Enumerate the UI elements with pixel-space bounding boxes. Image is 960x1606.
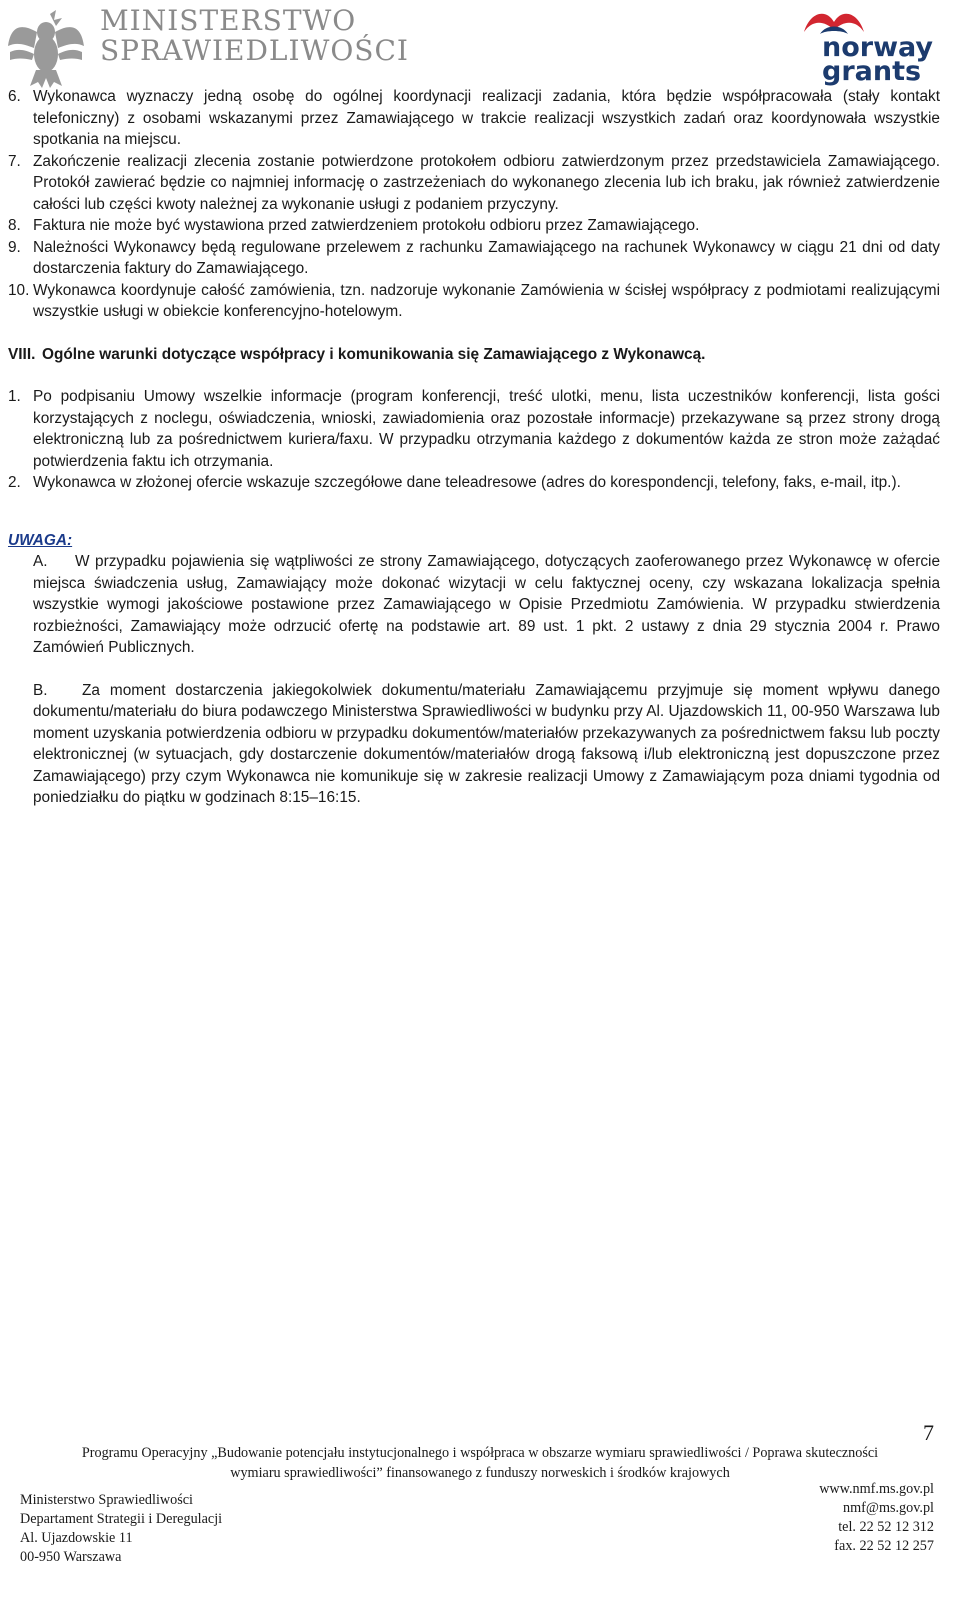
item-text: Zakończenie realizacji zlecenia zostanie potwierdzone protokołem odbioru zatwierdzonym przez przedstawiciela Zamawiającego. Protokół zawierać będzie co najmniej informację o zastrzeżeniach do wykonanego zlecenia lub ich braku, jak również zatwierdzenie całości lub części kwoty należnej za wykonanie usługi z podaniem przyczyny. — [33, 152, 940, 213]
note-b — [8, 680, 940, 809]
uwaga-heading: UWAGA: — [8, 531, 73, 549]
footer-left-line: Ministerstwo Sprawiedliwości — [20, 1492, 193, 1508]
note-b-text: Za moment dostarczenia jakiegokolwiek dokumentu/materiału Zamawiającemu przyjmuje się moment wpływu danego dokumentu/materiału do biura podawczego Ministerstwa Sprawiedliwości w budynku przy Al. Ujazdowskich 11, 00-950 Warszawa lub moment uzyskania potwierdzenia odbioru w przypadku dokumentów/materiałów przekazywanych za pośrednictwem faksu lub poczty elektronicznej (w sytuacjach, gdy dostarczenie dokumentów/materiałów drogą faksową i/lub elektroniczną jest dopuszczone przez Zamawiającego) przy czym Wykonawca nie komunikuje się w zakresie realizacji Umowy z Zamawiającym poza dniami tygodnia od poniedziałku do piątku w godzinach 8:15–16:15. — [33, 681, 940, 806]
ministry-name-line2: SPRAWIEDLIWOŚCI — [100, 34, 409, 67]
item-number: 2. — [8, 474, 21, 491]
note-a — [8, 551, 940, 659]
item-number: 9. — [8, 238, 21, 256]
footer-fax: fax. 22 52 12 257 — [834, 1538, 934, 1554]
item-text: Wykonawca koordynuje całość zamówienia, tzn. nadzoruje wykonanie Zamówienia w ścisłej współpracy z podmiotami realizującymi wszystkie usługi w obiekcie konferencyjno-hotelowym. — [33, 281, 940, 320]
item-number: 6. — [8, 88, 21, 105]
footer-website-link[interactable]: www.nmf.ms.gov.pl — [819, 1481, 934, 1497]
item-text: Wykonawca wyznaczy jedną osobę do ogólnej koordynacji realizacji zadania, która będzie współpracowała (stały kontakt telefoniczny) z osobami wskazanymi przez Zamawiającego w trakcie realizacji wszystkich zadań oraz koordynowała wszystkie spotkania na miejscu. — [33, 88, 940, 148]
section-number: VIII. — [8, 345, 36, 363]
item-text: Po podpisaniu Umowy wszelkie informacje (program konferencji, treść ulotki, menu, lista uczestników konferencji, lista gości korzystających z noclegu, oświadczenia, wnioski, zawiadomienia oraz pozostałe informacje) przekazywane są przez strony drogą elektroniczną lub za pośrednictwem kuriera/faxu. W przypadku otrzymania każdego z dokumentów każda ze stron może zażądać potwierdzenia faktu ich otrzymania. — [33, 388, 940, 470]
grants-word: grants — [822, 56, 922, 87]
document-body — [8, 86, 940, 809]
footer-left-line: Departament Strategii i Deregulacji — [20, 1511, 223, 1527]
footer-address — [20, 1491, 222, 1567]
note-b-label: B. — [33, 681, 48, 699]
program-line2: wymiaru sprawiedliwości” finansowanego z funduszy norweskich i środków krajowych — [230, 1465, 730, 1481]
list-item — [8, 151, 940, 216]
footer-contact — [819, 1480, 934, 1556]
list-item — [8, 215, 940, 237]
item-number: 10. — [8, 281, 30, 299]
item-number: 7. — [8, 152, 21, 170]
note-a-text: W przypadku pojawienia się wątpliwości ze strony Zamawiającego, dotyczących zaoferowanego przez Wykonawcę w ofercie miejsca świadczenia usług, Zamawiający może dokonać wizytacji w celu faktycznej oceny, czy wskazana lokalizacja spełnia wszystkie wymogi jakościowe postawione przez Zamawiającego w Opisie Przedmiotu Zamówienia. W przypadku stwierdzenia rozbieżności, Zamawiający może odrzucić ofertę na podstawie art. 89 ust. 1 pkt. 2 ustawy z dnia 29 stycznia 2004 r. Prawo Zamówień Publicznych. — [33, 553, 940, 656]
section-title: Ogólne warunki dotyczące współpracy i komunikowania się Zamawiającego z Wykonawcą. — [42, 345, 706, 363]
list-item — [8, 86, 940, 151]
eagle-emblem-icon — [6, 2, 86, 90]
list-item — [8, 237, 940, 280]
item-number: 8. — [8, 217, 21, 234]
note-a-label: A. — [33, 553, 48, 570]
section-heading — [8, 344, 940, 366]
page-number: 7 — [923, 1420, 934, 1445]
ministry-logo — [0, 0, 420, 90]
ministry-name-line1: MINISTERSTWO — [100, 4, 357, 37]
footer-left-line: 00-950 Warszawa — [20, 1549, 122, 1565]
footer-email-link[interactable]: nmf@ms.gov.pl — [843, 1500, 934, 1516]
list-item — [8, 386, 940, 472]
norway-grants-logo — [786, 4, 936, 87]
list-item — [8, 472, 940, 494]
norway-word: norway — [822, 32, 934, 63]
program-line1: Programu Operacyjny „Budowanie potencjału instytucjonalnego i współpraca w obszarze wymiaru sprawiedliwości / Poprawa skuteczności — [81, 1445, 879, 1461]
item-text: Wykonawca w złożonej ofercie wskazuje szczegółowe dane teleadresowe (adres do korespondencji, telefony, faks, e-mail, itp.). — [33, 474, 901, 491]
footer-phone: tel. 22 52 12 312 — [838, 1519, 934, 1535]
list-item — [8, 280, 940, 323]
item-number: 1. — [8, 388, 21, 405]
footer-program — [0, 1443, 960, 1483]
footer-left-line: Al. Ujazdowskie 11 — [20, 1530, 133, 1546]
item-text: Faktura nie może być wystawiona przed zatwierdzeniem protokołu odbioru przez Zamawiającego. — [33, 217, 700, 234]
item-text: Należności Wykonawcy będą regulowane przelewem z rachunku Zamawiającego na rachunek Wykonawcy w ciągu 21 dni od daty dostarczenia faktury do Zamawiającego. — [33, 238, 940, 277]
